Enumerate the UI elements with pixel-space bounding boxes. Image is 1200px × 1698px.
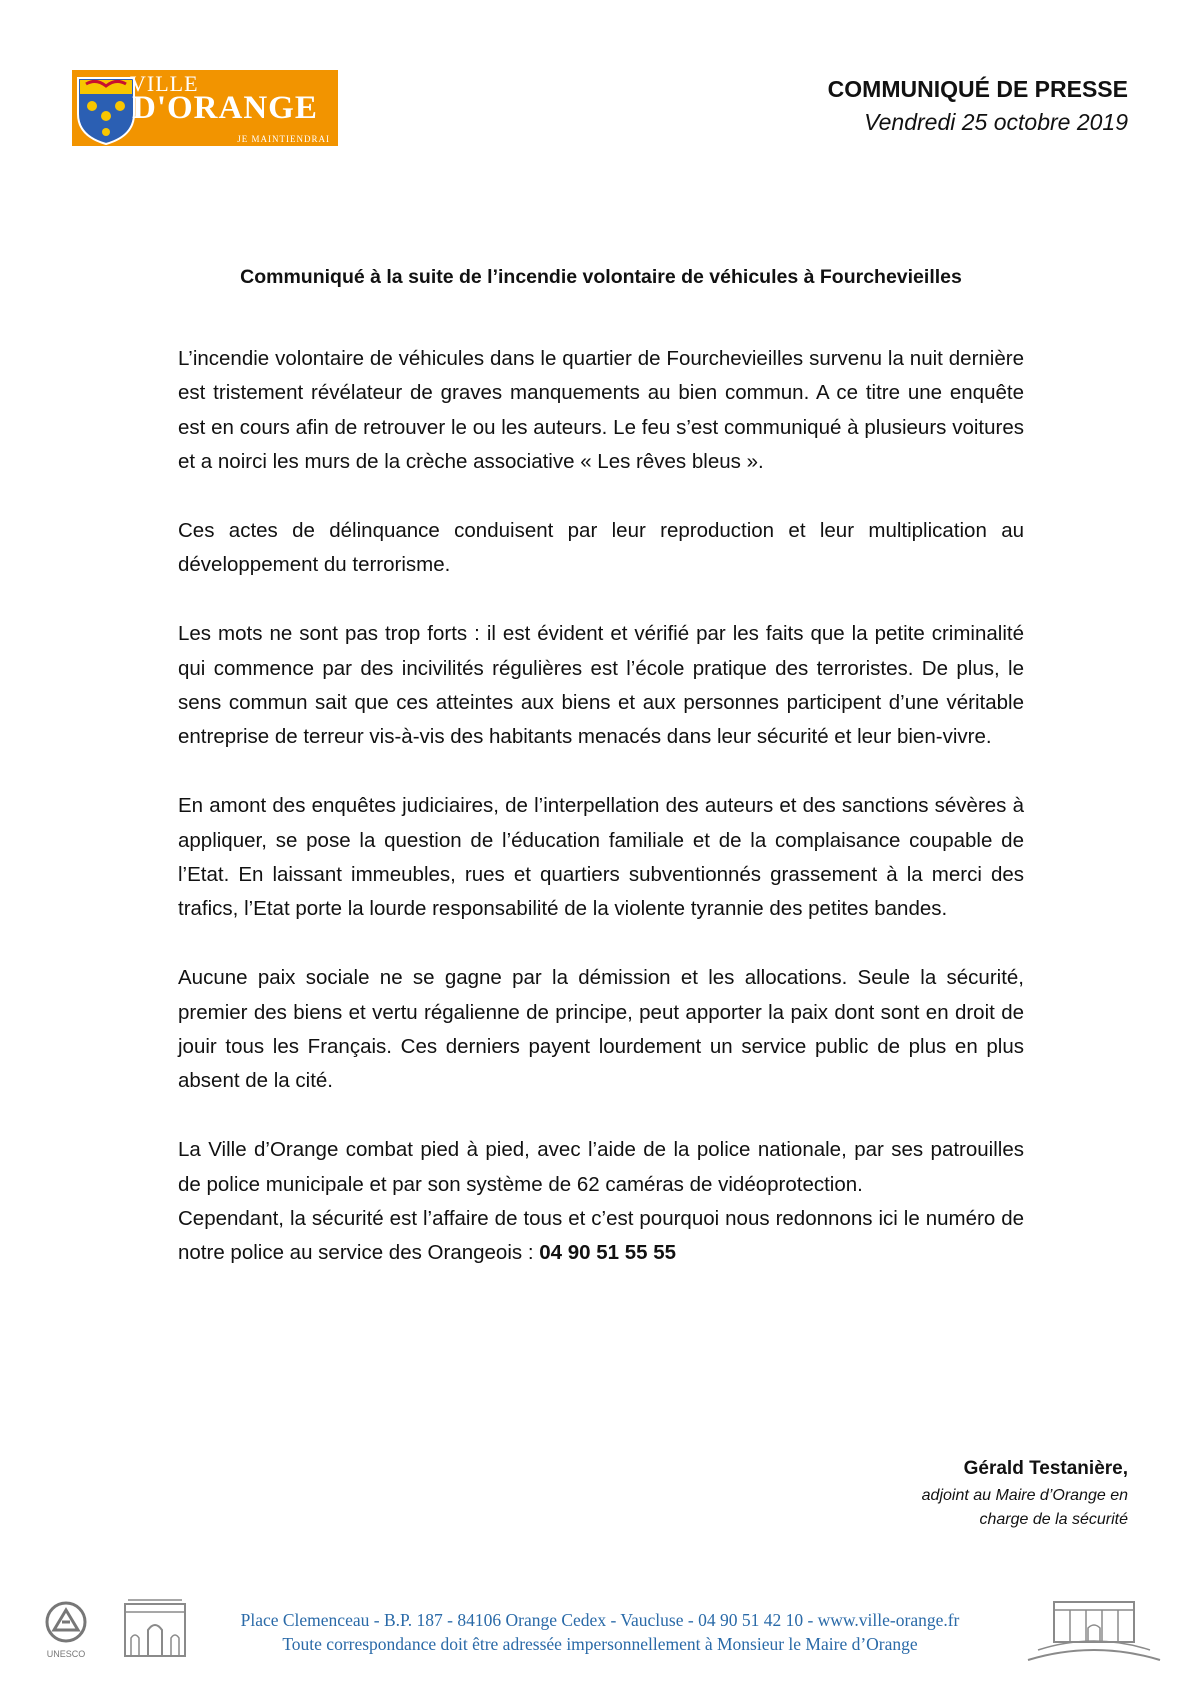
logo-ville-text: VILLE bbox=[130, 71, 199, 96]
signature-block bbox=[878, 1458, 1128, 1532]
paragraph: Aucune paix sociale ne se gagne par la démission et les allocations. Seule la sécurité, premier des biens et vertu régalienne de principe, peut apporter la paix dont sont en droit de jouir tous les Français. Ces derniers payent lourdement un service public de plus en plus absent de la cité. bbox=[178, 966, 1024, 1093]
paragraph: Ces actes de délinquance conduisent par leur reproduction et leur multiplication au développement du terrorisme. bbox=[178, 519, 1024, 577]
paragraph: En amont des enquêtes judiciaires, de l’interpellation des auteurs et des sanctions sévères à appliquer, se pose la question de l’éducation familiale et de la complaisance coupable de l’Etat. En laissant immeubles, rues et quartiers subventionnés grassement à la merci des trafics, l’Etat porte la lourde responsabilité de la violente tyrannie des petites bandes. bbox=[178, 794, 1024, 921]
page-title: Communiqué à la suite de l’incendie volontaire de véhicules à Fourchevieilles bbox=[240, 266, 962, 288]
footer-address: Place Clemenceau - B.P. 187 - 84106 Orange Cedex - Vaucluse - 04 90 51 42 10 - www.ville-orange.fr bbox=[240, 1610, 960, 1630]
logo-motto: JE MAINTIENDRAI bbox=[237, 134, 330, 144]
unesco-icon bbox=[40, 1600, 92, 1660]
antique-theatre-icon bbox=[1024, 1594, 1164, 1664]
document-date: Vendredi 25 octobre 2019 bbox=[864, 109, 1128, 135]
police-phone-number: 04 90 51 55 55 bbox=[539, 1241, 677, 1265]
paragraph: Les mots ne sont pas trop forts : il est évident et vérifié par les faits que la petite criminalité qui commence par des incivilités régulières est l’école pratique des terroristes. De plus, le sens commun sait que ces atteintes aux biens et aux personnes participent d’une véritable entreprise de terreur vis-à-vis des habitants menacés dans leur sécurité et leur bien-vivre. bbox=[178, 622, 1024, 749]
closing-text: Cependant, la sécurité est l’affaire de tous et c’est pourquoi nous redonnons ici le numéro de notre police au service des Orangeois : bbox=[178, 1207, 1024, 1265]
signatory-name: Gérald Testanière, bbox=[963, 1458, 1128, 1479]
press-release-body bbox=[178, 342, 1024, 1271]
press-header bbox=[828, 76, 1128, 136]
footer-notice: Toute correspondance doit être adressée impersonnellement à Monsieur le Maire d’Orange bbox=[282, 1634, 918, 1654]
logo-city-name: D'ORANGE bbox=[132, 90, 318, 126]
triumphal-arch-icon bbox=[122, 1596, 188, 1658]
paragraph: L’incendie volontaire de véhicules dans le quartier de Fourchevieilles survenu la nuit dernière est tristement révélateur de graves manquements au bien commun. A ce titre une enquête est en cours afin de retrouver le ou les auteurs. Le feu s’est communiqué à plusieurs voitures et a noirci les murs de la crèche associative « Les rêves bleus ». bbox=[178, 347, 1024, 474]
signatory-role: adjoint au Maire d’Orange en charge de la sécurité bbox=[921, 1487, 1128, 1528]
document-kind: COMMUNIQUÉ DE PRESSE bbox=[827, 76, 1128, 102]
paragraph: La Ville d’Orange combat pied à pied, avec l’aide de la police nationale, par ses patrouilles de police municipale et par son système de 62 caméras de vidéoprotection. bbox=[178, 1138, 1024, 1196]
unesco-label: UNESCO bbox=[46, 1649, 86, 1659]
city-logo bbox=[72, 70, 338, 146]
closing-paragraph bbox=[178, 1202, 1024, 1271]
